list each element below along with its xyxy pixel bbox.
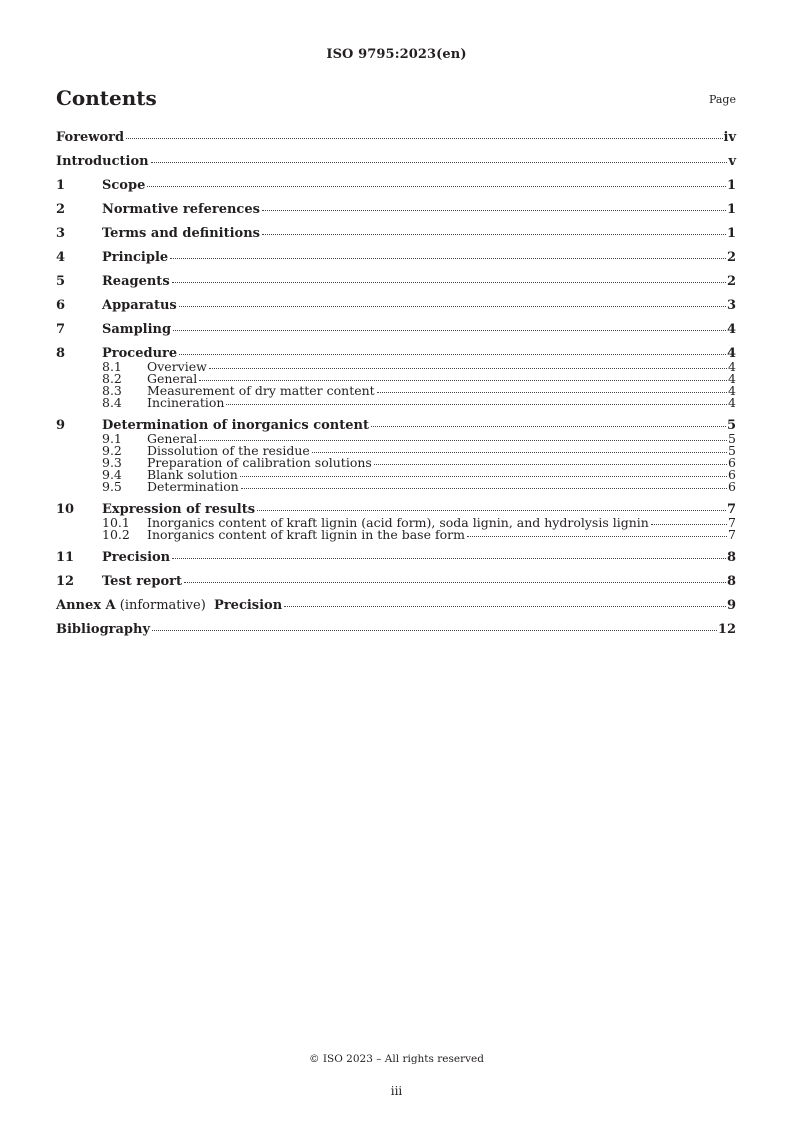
toc-entry-incineration[interactable] [56, 397, 736, 417]
toc-entry-page: 12 [717, 622, 736, 637]
toc-entry-title: Normative references [102, 202, 260, 217]
toc-entry-page: 7 [728, 515, 736, 530]
dot-leader [199, 380, 727, 381]
dot-leader [209, 368, 727, 369]
toc-entry-number: 2 [56, 202, 66, 217]
dot-leader [179, 354, 726, 355]
toc-entry-page: 1 [726, 178, 736, 193]
dot-leader [126, 138, 722, 139]
toc-entry-page: 8 [726, 550, 736, 565]
toc-entry-title: General [147, 431, 198, 446]
toc-entry-number: 4 [56, 250, 66, 265]
toc-entry-page: 2 [726, 274, 736, 289]
toc-entry-page: 6 [728, 455, 736, 470]
toc-entry-page: 4 [728, 371, 736, 386]
dot-leader [173, 330, 726, 331]
toc-entry-number: 9.4 [102, 467, 122, 482]
toc-entry-terms-and-definitions[interactable] [56, 225, 736, 249]
toc-entry-bibliography[interactable] [56, 621, 736, 645]
toc-entry-title: Determination of inorganics content [102, 418, 369, 433]
toc-entry-number: 9.1 [102, 431, 122, 446]
toc-entry-number: 7 [56, 322, 66, 337]
contents-title: Contents [56, 86, 157, 110]
toc-entry-page: 4 [728, 359, 736, 374]
toc-entry-apparatus[interactable] [56, 297, 736, 321]
toc-entry-title: Inorganics content of kraft lignin in the base form [147, 527, 465, 542]
toc-entry-title: Blank solution [147, 467, 238, 482]
dot-leader [257, 510, 726, 511]
toc-entry-page: 5 [728, 431, 736, 446]
dot-leader [312, 452, 727, 453]
toc-entry-page: 8 [726, 574, 736, 589]
dot-leader [371, 426, 726, 427]
toc-entry-principle[interactable] [56, 249, 736, 273]
toc-entry-title: Foreword [56, 130, 125, 145]
annex-title: Precision [214, 598, 283, 613]
dot-leader [172, 282, 726, 283]
toc-entry-foreword[interactable] [56, 129, 736, 153]
toc-entry-annex-a[interactable] [56, 597, 736, 621]
toc-entry-kraft-base-form[interactable] [56, 529, 736, 549]
annex-label: Annex A [56, 598, 116, 613]
toc-entry-page: 4 [726, 346, 736, 361]
toc-entry-number: 10 [56, 502, 75, 517]
toc-entry-page: iv [723, 130, 736, 145]
dot-leader [226, 404, 727, 405]
dot-leader [152, 630, 717, 631]
toc-entry-page: v [728, 154, 736, 169]
toc-entry-page: 7 [726, 502, 736, 517]
toc-entry-number: 8 [56, 346, 66, 361]
dot-leader [262, 234, 726, 235]
toc-entry-page: 4 [728, 383, 736, 398]
toc-entry-page: 9 [726, 598, 736, 613]
dot-leader [374, 464, 727, 465]
toc-entry-reagents[interactable] [56, 273, 736, 297]
toc-entry-number: 3 [56, 226, 66, 241]
dot-leader [172, 558, 726, 559]
toc-entry-page: 3 [726, 298, 736, 313]
toc-entry-title: Bibliography [56, 622, 151, 637]
toc-entry-number: 8.4 [102, 395, 122, 410]
toc-entry-number: 8.3 [102, 383, 122, 398]
dot-leader [170, 258, 726, 259]
page-number: iii [390, 1084, 403, 1098]
toc-entry-introduction[interactable] [56, 153, 736, 177]
toc-entry-title: Determination [147, 479, 239, 494]
toc-entry-number: 9.3 [102, 455, 122, 470]
toc-entry-title: Introduction [56, 154, 149, 169]
toc-entry-number: 10.1 [102, 515, 130, 530]
dot-leader [199, 440, 727, 441]
toc-entry-page: 5 [726, 418, 736, 433]
toc-entry-number: 9.2 [102, 443, 122, 458]
toc-entry-title: Measurement of dry matter content [147, 383, 375, 398]
toc-entry-title: General [147, 371, 198, 386]
toc-entry-page: 4 [728, 395, 736, 410]
dot-leader [262, 210, 726, 211]
toc-entry-number: 9.5 [102, 479, 122, 494]
toc-entry-page: 6 [728, 467, 736, 482]
toc-entry-page: 5 [728, 443, 736, 458]
dot-leader [241, 488, 727, 489]
toc-entry-page: 6 [728, 479, 736, 494]
toc-entry-title: Expression of results [102, 502, 256, 517]
toc-entry-title: Overview [147, 359, 207, 374]
dot-leader [240, 476, 727, 477]
toc-entry-title: Reagents [102, 274, 170, 289]
copyright-notice: © ISO 2023 – All rights reserved [309, 1053, 484, 1065]
toc-entry-title: Precision [102, 550, 171, 565]
toc-entry-determination[interactable] [56, 481, 736, 501]
toc-entry-page: 2 [726, 250, 736, 265]
toc-entry-number: 6 [56, 298, 66, 313]
toc-entry-title: Test report [102, 574, 183, 589]
dot-leader [467, 536, 727, 537]
toc-entry-number: 8.2 [102, 371, 122, 386]
dot-leader [377, 392, 727, 393]
toc-entry-page: 1 [726, 202, 736, 217]
dot-leader [179, 306, 726, 307]
toc-entry-normative-references[interactable] [56, 201, 736, 225]
toc-entry-title [56, 597, 282, 615]
page-column-label: Page [708, 93, 736, 106]
toc-entry-number: 10.2 [102, 527, 130, 542]
dot-leader [651, 524, 727, 525]
toc-entry-number: 9 [56, 418, 66, 433]
toc-entry-number: 8.1 [102, 359, 122, 374]
toc-entry-title: Principle [102, 250, 169, 265]
dot-leader [151, 162, 728, 163]
toc-entry-sampling[interactable] [56, 321, 736, 345]
dot-leader [184, 582, 726, 583]
toc-entry-number: 11 [56, 550, 75, 565]
toc-entry-precision[interactable] [56, 549, 736, 573]
toc-entry-page: 1 [726, 226, 736, 241]
annex-note: (informative) [115, 598, 215, 613]
toc-entry-title: Terms and definitions [102, 226, 260, 241]
toc-entry-title: Sampling [102, 322, 172, 337]
toc-entry-title: Inorganics content of kraft lignin (acid form), soda lignin, and hydrolysis lignin [147, 515, 649, 530]
toc-entry-title: Apparatus [102, 298, 177, 313]
toc-entry-title: Procedure [102, 346, 178, 361]
toc-entry-number: 5 [56, 274, 66, 289]
toc-entry-scope[interactable] [56, 177, 736, 201]
toc-entry-number: 12 [56, 574, 75, 589]
toc-entry-title: Preparation of calibration solutions [147, 455, 372, 470]
dot-leader [147, 186, 726, 187]
dot-leader [284, 606, 726, 607]
toc-entry-test-report[interactable] [56, 573, 736, 597]
toc-entry-title: Incineration [147, 395, 225, 410]
toc-entry-page: 4 [726, 322, 736, 337]
table-of-contents [56, 129, 736, 645]
document-id: ISO 9795:2023(en) [326, 47, 467, 62]
toc-entry-title: Dissolution of the residue [147, 443, 310, 458]
toc-entry-page: 7 [728, 527, 736, 542]
toc-entry-number: 1 [56, 178, 66, 193]
toc-entry-title: Scope [102, 178, 146, 193]
